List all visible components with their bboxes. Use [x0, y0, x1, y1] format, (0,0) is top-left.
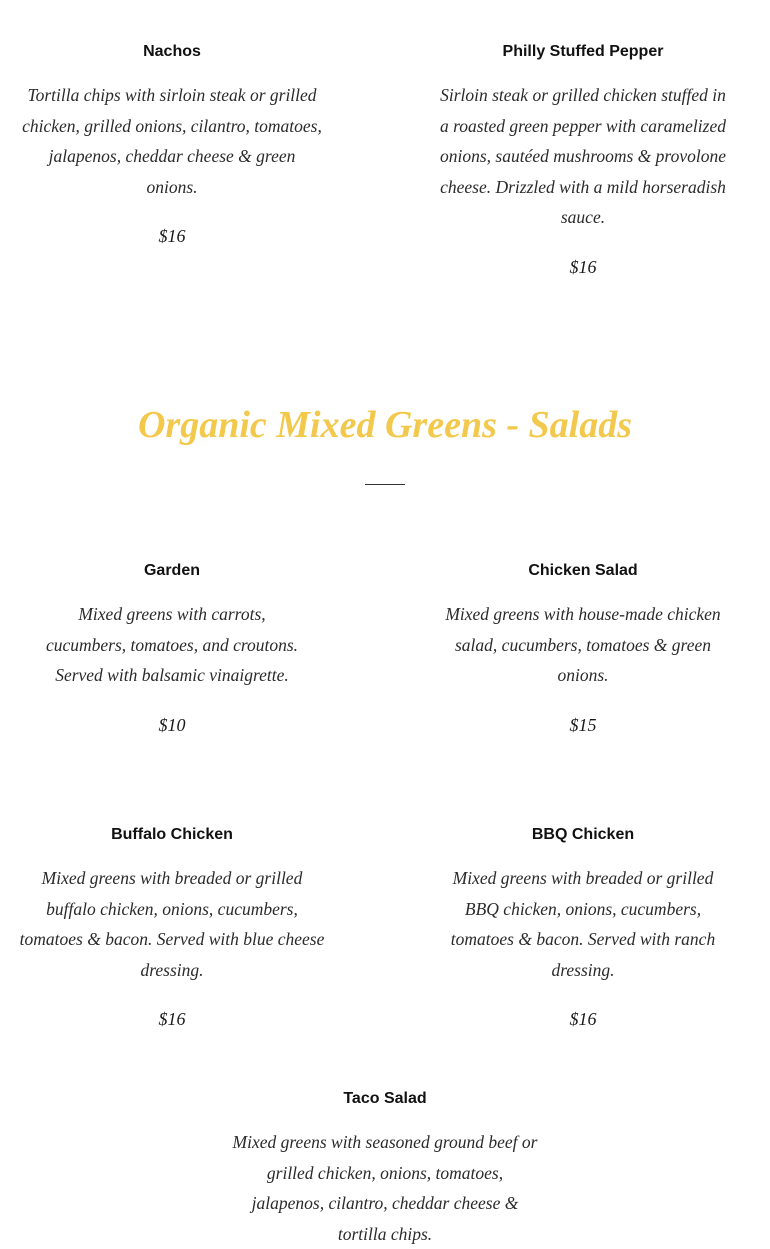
menu-item-garden [22, 561, 322, 737]
menu-item-buffalo-chicken [18, 825, 326, 1031]
menu-item-name: Chicken Salad [528, 562, 638, 579]
menu-item-name: Taco Salad [343, 1090, 427, 1107]
section-title: Organic Mixed Greens - Salads [137, 404, 633, 446]
menu-item-name: Buffalo Chicken [111, 826, 233, 843]
menu-item-description: Tortilla chips with sirloin steak or grilled chicken, grilled onions, cilantro, tomatoes, jalapenos, cheddar cheese & green onions. [22, 85, 322, 197]
menu-item-price: $16 [569, 256, 597, 277]
menu-item-taco-salad [232, 1089, 538, 1249]
menu-item-description: Sirloin steak or grilled chicken stuffed in a roasted green pepper with caramelized onions, sautéed mushrooms & provolone cheese. Drizzled with a mild horseradish sauce. [440, 85, 726, 227]
menu-item-name: Garden [143, 562, 200, 579]
menu-item-description: Mixed greens with breaded or grilled buffalo chicken, onions, cucumbers, tomatoes & bacon. Served with blue cheese dressing. [19, 868, 325, 980]
menu-item-name: Philly Stuffed Pepper [502, 43, 664, 60]
menu-item-name: BBQ Chicken [531, 826, 635, 843]
menu-item-chicken-salad [430, 561, 736, 737]
menu-item-description: Mixed greens with carrots, cucumbers, tomatoes, and croutons. Served with balsamic vinaigrette. [45, 604, 299, 685]
menu-item-philly-stuffed-pepper [434, 42, 732, 279]
menu-item-price: $15 [569, 714, 597, 735]
menu-item-description: Mixed greens with seasoned ground beef or grilled chicken, onions, tomatoes, jalapenos, cilantro, cheddar cheese & tortilla chips. [232, 1132, 538, 1244]
menu-item-name: Nachos [143, 43, 201, 60]
menu-item-description: Mixed greens with house-made chicken salad, cucumbers, tomatoes & green onions. [445, 604, 721, 685]
menu-item-nachos [22, 42, 322, 248]
menu-item-price: $16 [569, 1009, 597, 1029]
menu-item-price: $16 [158, 226, 186, 246]
menu-item-price: $16 [158, 1009, 186, 1029]
menu-item-description: Mixed greens with breaded or grilled BBQ chicken, onions, cucumbers, tomatoes & bacon. Served with ranch dressing. [450, 868, 716, 980]
menu-item-bbq-chicken [434, 825, 732, 1031]
menu-item-price: $10 [158, 714, 186, 735]
section-divider [365, 484, 405, 485]
